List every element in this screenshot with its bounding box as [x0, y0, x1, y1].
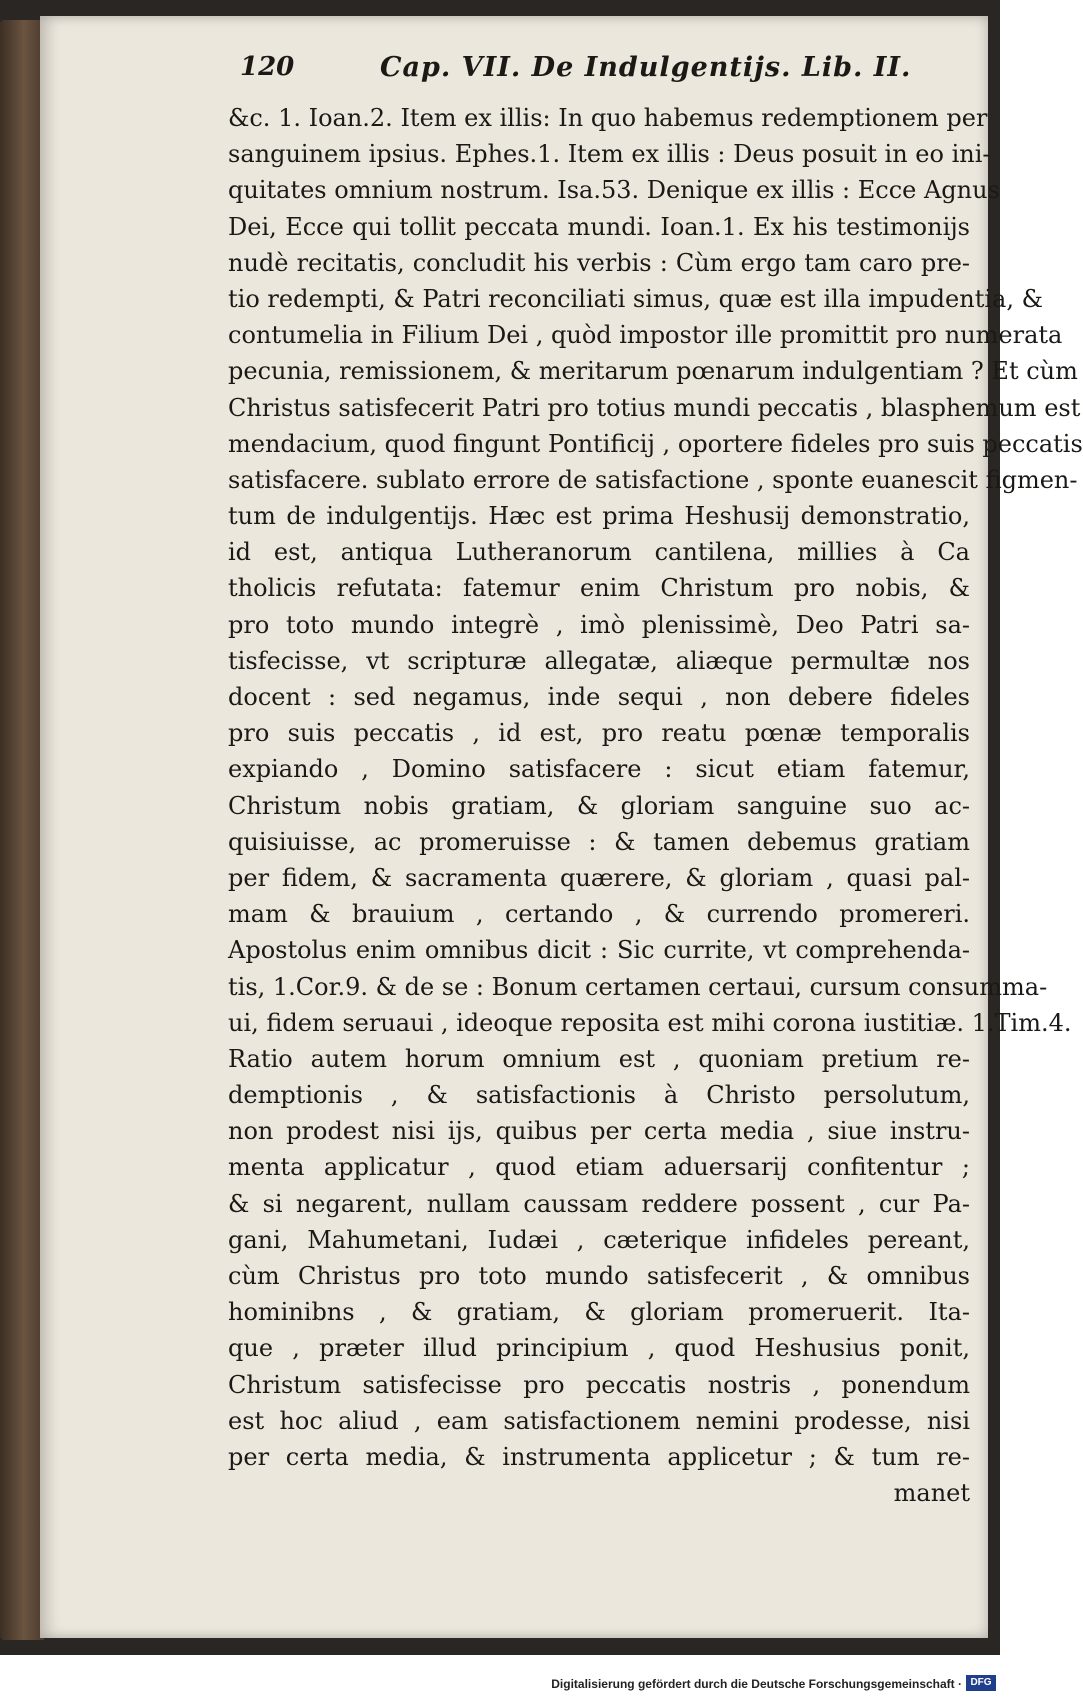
text-line: que , præter illud principium , quod Heshusius ponit,: [228, 1334, 970, 1363]
text-line: & si negarent, nullam caussam reddere possent , cur Pa-: [228, 1189, 970, 1218]
catchword: manet: [893, 1479, 970, 1508]
text-line: per fidem, & sacramenta quærere, & gloriam , quasi pal-: [228, 863, 970, 892]
text-line: tum de indulgentijs. Hæc est prima Heshusij demonstratio,: [228, 502, 970, 531]
text-line: id est, antiqua Lutheranorum cantilena, millies à Ca: [228, 538, 970, 567]
body-text: [228, 100, 1083, 1511]
text-line: pecunia, remissionem, & meritarum pœnarum indulgentiam ? Et cùm: [228, 357, 1078, 386]
text-line: cùm Christus pro toto mundo satisfecerit , & omnibus: [228, 1262, 970, 1290]
text-line: satisfacere. sublato errore de satisfactione , sponte euanescit figmen-: [228, 465, 1078, 494]
book-cover-edge: [0, 20, 44, 1640]
text-line: Christum nobis gratiam, & gloriam sanguine suo ac-: [228, 791, 970, 820]
text-line: Christum satisfecisse pro peccatis nostris , ponendum: [228, 1370, 970, 1399]
funding-credit: Digitalisierung gefördert durch die Deutsche Forschungsgemeinschaft ·: [551, 1677, 962, 1691]
text-line: tisfecisse, vt scripturæ allegatæ, aliæque permultæ nos: [228, 646, 970, 675]
text-line: expiando , Domino satisfacere : sicut etiam fatemur,: [228, 755, 970, 784]
text-line: demptionis , & satisfactionis à Christo persolutum,: [228, 1081, 970, 1110]
running-title: Cap. VII. De Indulgentijs. Lib. II.: [380, 52, 912, 83]
text-line: menta applicatur , quod etiam aduersarij confitentur ;: [228, 1153, 970, 1182]
text-line: docent : sed negamus, inde sequi , non debere fideles: [228, 683, 970, 711]
footer-bar: [0, 1655, 1000, 1697]
text-line: mendacium, quod fingunt Pontificij , oportere fideles pro suis peccatis: [228, 429, 1083, 458]
text-line: Ratio autem horum omnium est , quoniam pretium re-: [228, 1044, 970, 1073]
text-line: &c. 1. Ioan.2. Item ex illis: In quo habemus redemptionem per: [228, 104, 988, 132]
running-header: [240, 52, 912, 98]
text-line: per certa media, & instrumenta applicetur ; & tum re-: [228, 1442, 970, 1471]
dfg-logo: DFG: [966, 1675, 996, 1691]
text-line: quitates omnium nostrum. Isa.53. Denique ex illis : Ecce Agnus: [228, 176, 1000, 205]
text-line: tio redempti, & Patri reconciliati simus, quæ est illa impudentia, &: [228, 284, 1043, 313]
text-line: non prodest nisi ijs, quibus per certa media , siue instru-: [228, 1117, 970, 1146]
text-line: tholicis refutata: fatemur enim Christum pro nobis, &: [228, 574, 970, 603]
text-line: Christus satisfecerit Patri pro totius mundi peccatis , blasphemum est: [228, 393, 1081, 422]
text-line: quisiuisse, ac promeruisse : & tamen debemus gratiam: [228, 827, 970, 856]
text-line: tis, 1.Cor.9. & de se : Bonum certamen certaui, cursum consumma-: [228, 972, 1048, 1001]
text-line: Apostolus enim omnibus dicit : Sic currite, vt comprehenda-: [228, 936, 970, 965]
text-line: sanguinem ipsius. Ephes.1. Item ex illis : Deus posuit in eo ini-: [228, 140, 991, 169]
text-line: hominibns , & gratiam, & gloriam promeruerit. Ita-: [228, 1298, 970, 1327]
text-line: contumelia in Filium Dei , quòd impostor ille promittit pro numerata: [228, 321, 1063, 350]
text-line: nudè recitatis, concludit his verbis : Cùm ergo tam caro pre-: [228, 248, 970, 277]
text-line: Dei, Ecce qui tollit peccata mundi. Ioan.1. Ex his testimonijs: [228, 212, 970, 241]
text-line: mam & brauium , certando , & currendo promereri.: [228, 900, 970, 929]
text-line: ui, fidem seruaui , ideoque reposita est mihi corona iustitiæ. 1.Tim.4.: [228, 1008, 1072, 1037]
text-line: pro suis peccatis , id est, pro reatu pœnæ temporalis: [228, 719, 970, 748]
text-line: gani, Mahumetani, Iudæi , cæterique infideles pereant,: [228, 1225, 970, 1254]
page-number: 120: [240, 52, 295, 82]
text-line: est hoc aliud , eam satisfactionem nemini prodesse, nisi: [228, 1406, 970, 1435]
text-line: pro toto mundo integrè , imò plenissimè, Deo Patri sa-: [228, 610, 970, 639]
